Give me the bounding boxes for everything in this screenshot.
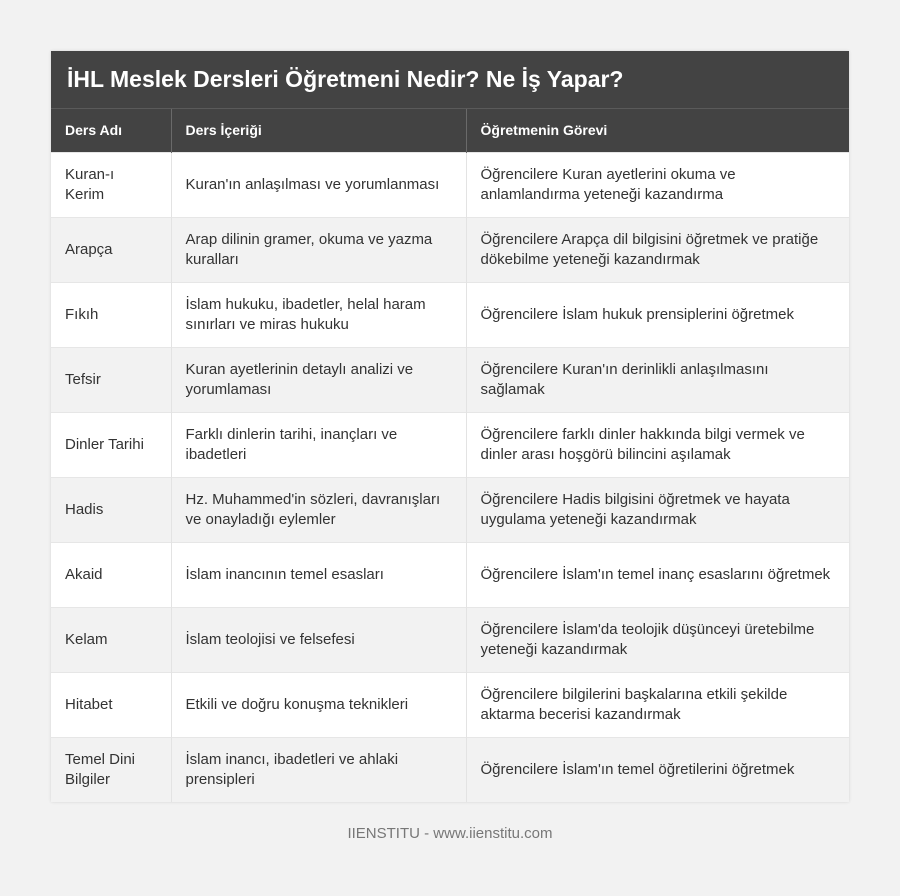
cell-ders-icerigi: İslam teolojisi ve felsefesi (171, 607, 466, 672)
cell-ders-adi: Fıkıh (51, 282, 171, 347)
table-row (51, 347, 849, 412)
cell-ders-adi: Hitabet (51, 672, 171, 737)
cell-ogretmenin-gorevi: Öğrencilere İslam'ın temel öğretilerini öğretmek (466, 737, 849, 802)
cell-ogretmenin-gorevi: Öğrencilere Arapça dil bilgisini öğretmek ve pratiğe dökebilme yeteneği kazandırmak (466, 217, 849, 282)
cell-ogretmenin-gorevi: Öğrencilere İslam'ın temel inanç esaslarını öğretmek (466, 542, 849, 607)
cell-ders-icerigi: Hz. Muhammed'in sözleri, davranışları ve onayladığı eylemler (171, 477, 466, 542)
cell-ders-adi: Dinler Tarihi (51, 412, 171, 477)
cell-ders-adi: Tefsir (51, 347, 171, 412)
cell-ders-icerigi: İslam inancı, ibadetleri ve ahlaki prensipleri (171, 737, 466, 802)
page-title: İHL Meslek Dersleri Öğretmeni Nedir? Ne İş Yapar? (51, 51, 849, 109)
cell-ders-icerigi: Farklı dinlerin tarihi, inançları ve ibadetleri (171, 412, 466, 477)
header-row (51, 109, 849, 152)
cell-ders-adi: Kelam (51, 607, 171, 672)
column-header-ders-icerigi: Ders İçeriği (171, 109, 466, 152)
table-row (51, 672, 849, 737)
cell-ders-icerigi: Arap dilinin gramer, okuma ve yazma kuralları (171, 217, 466, 282)
cell-ogretmenin-gorevi: Öğrencilere Kuran'ın derinlikli anlaşılmasını sağlamak (466, 347, 849, 412)
column-header-ders-adi: Ders Adı (51, 109, 171, 152)
cell-ogretmenin-gorevi: Öğrencilere Kuran ayetlerini okuma ve anlamlandırma yeteneği kazandırma (466, 152, 849, 217)
cell-ogretmenin-gorevi: Öğrencilere bilgilerini başkalarına etkili şekilde aktarma becerisi kazandırmak (466, 672, 849, 737)
column-header-ogretmenin-gorevi: Öğretmenin Görevi (466, 109, 849, 152)
cell-ders-adi: Kuran-ı Kerim (51, 152, 171, 217)
footer-credit: IIENSTITU - www.iienstitu.com (347, 825, 553, 842)
cell-ders-adi: Hadis (51, 477, 171, 542)
table-row (51, 737, 849, 802)
table-row (51, 282, 849, 347)
cell-ders-icerigi: Kuran'ın anlaşılması ve yorumlanması (171, 152, 466, 217)
table-row (51, 477, 849, 542)
table-row (51, 152, 849, 217)
table-row (51, 412, 849, 477)
table-row (51, 542, 849, 607)
table-row (51, 607, 849, 672)
table-card (51, 51, 849, 802)
cell-ogretmenin-gorevi: Öğrencilere Hadis bilgisini öğretmek ve hayata uygulama yeteneği kazandırmak (466, 477, 849, 542)
cell-ders-adi: Akaid (51, 542, 171, 607)
cell-ders-icerigi: İslam hukuku, ibadetler, helal haram sınırları ve miras hukuku (171, 282, 466, 347)
data-table (51, 109, 849, 802)
cell-ogretmenin-gorevi: Öğrencilere farklı dinler hakkında bilgi vermek ve dinler arası hoşgörü bilincini aşılamak (466, 412, 849, 477)
cell-ders-icerigi: Kuran ayetlerinin detaylı analizi ve yorumlaması (171, 347, 466, 412)
cell-ders-icerigi: Etkili ve doğru konuşma teknikleri (171, 672, 466, 737)
cell-ogretmenin-gorevi: Öğrencilere İslam'da teolojik düşünceyi üretebilme yeteneği kazandırmak (466, 607, 849, 672)
cell-ogretmenin-gorevi: Öğrencilere İslam hukuk prensiplerini öğretmek (466, 282, 849, 347)
cell-ders-adi: Arapça (51, 217, 171, 282)
cell-ders-adi: Temel Dini Bilgiler (51, 737, 171, 802)
cell-ders-icerigi: İslam inancının temel esasları (171, 542, 466, 607)
table-row (51, 217, 849, 282)
